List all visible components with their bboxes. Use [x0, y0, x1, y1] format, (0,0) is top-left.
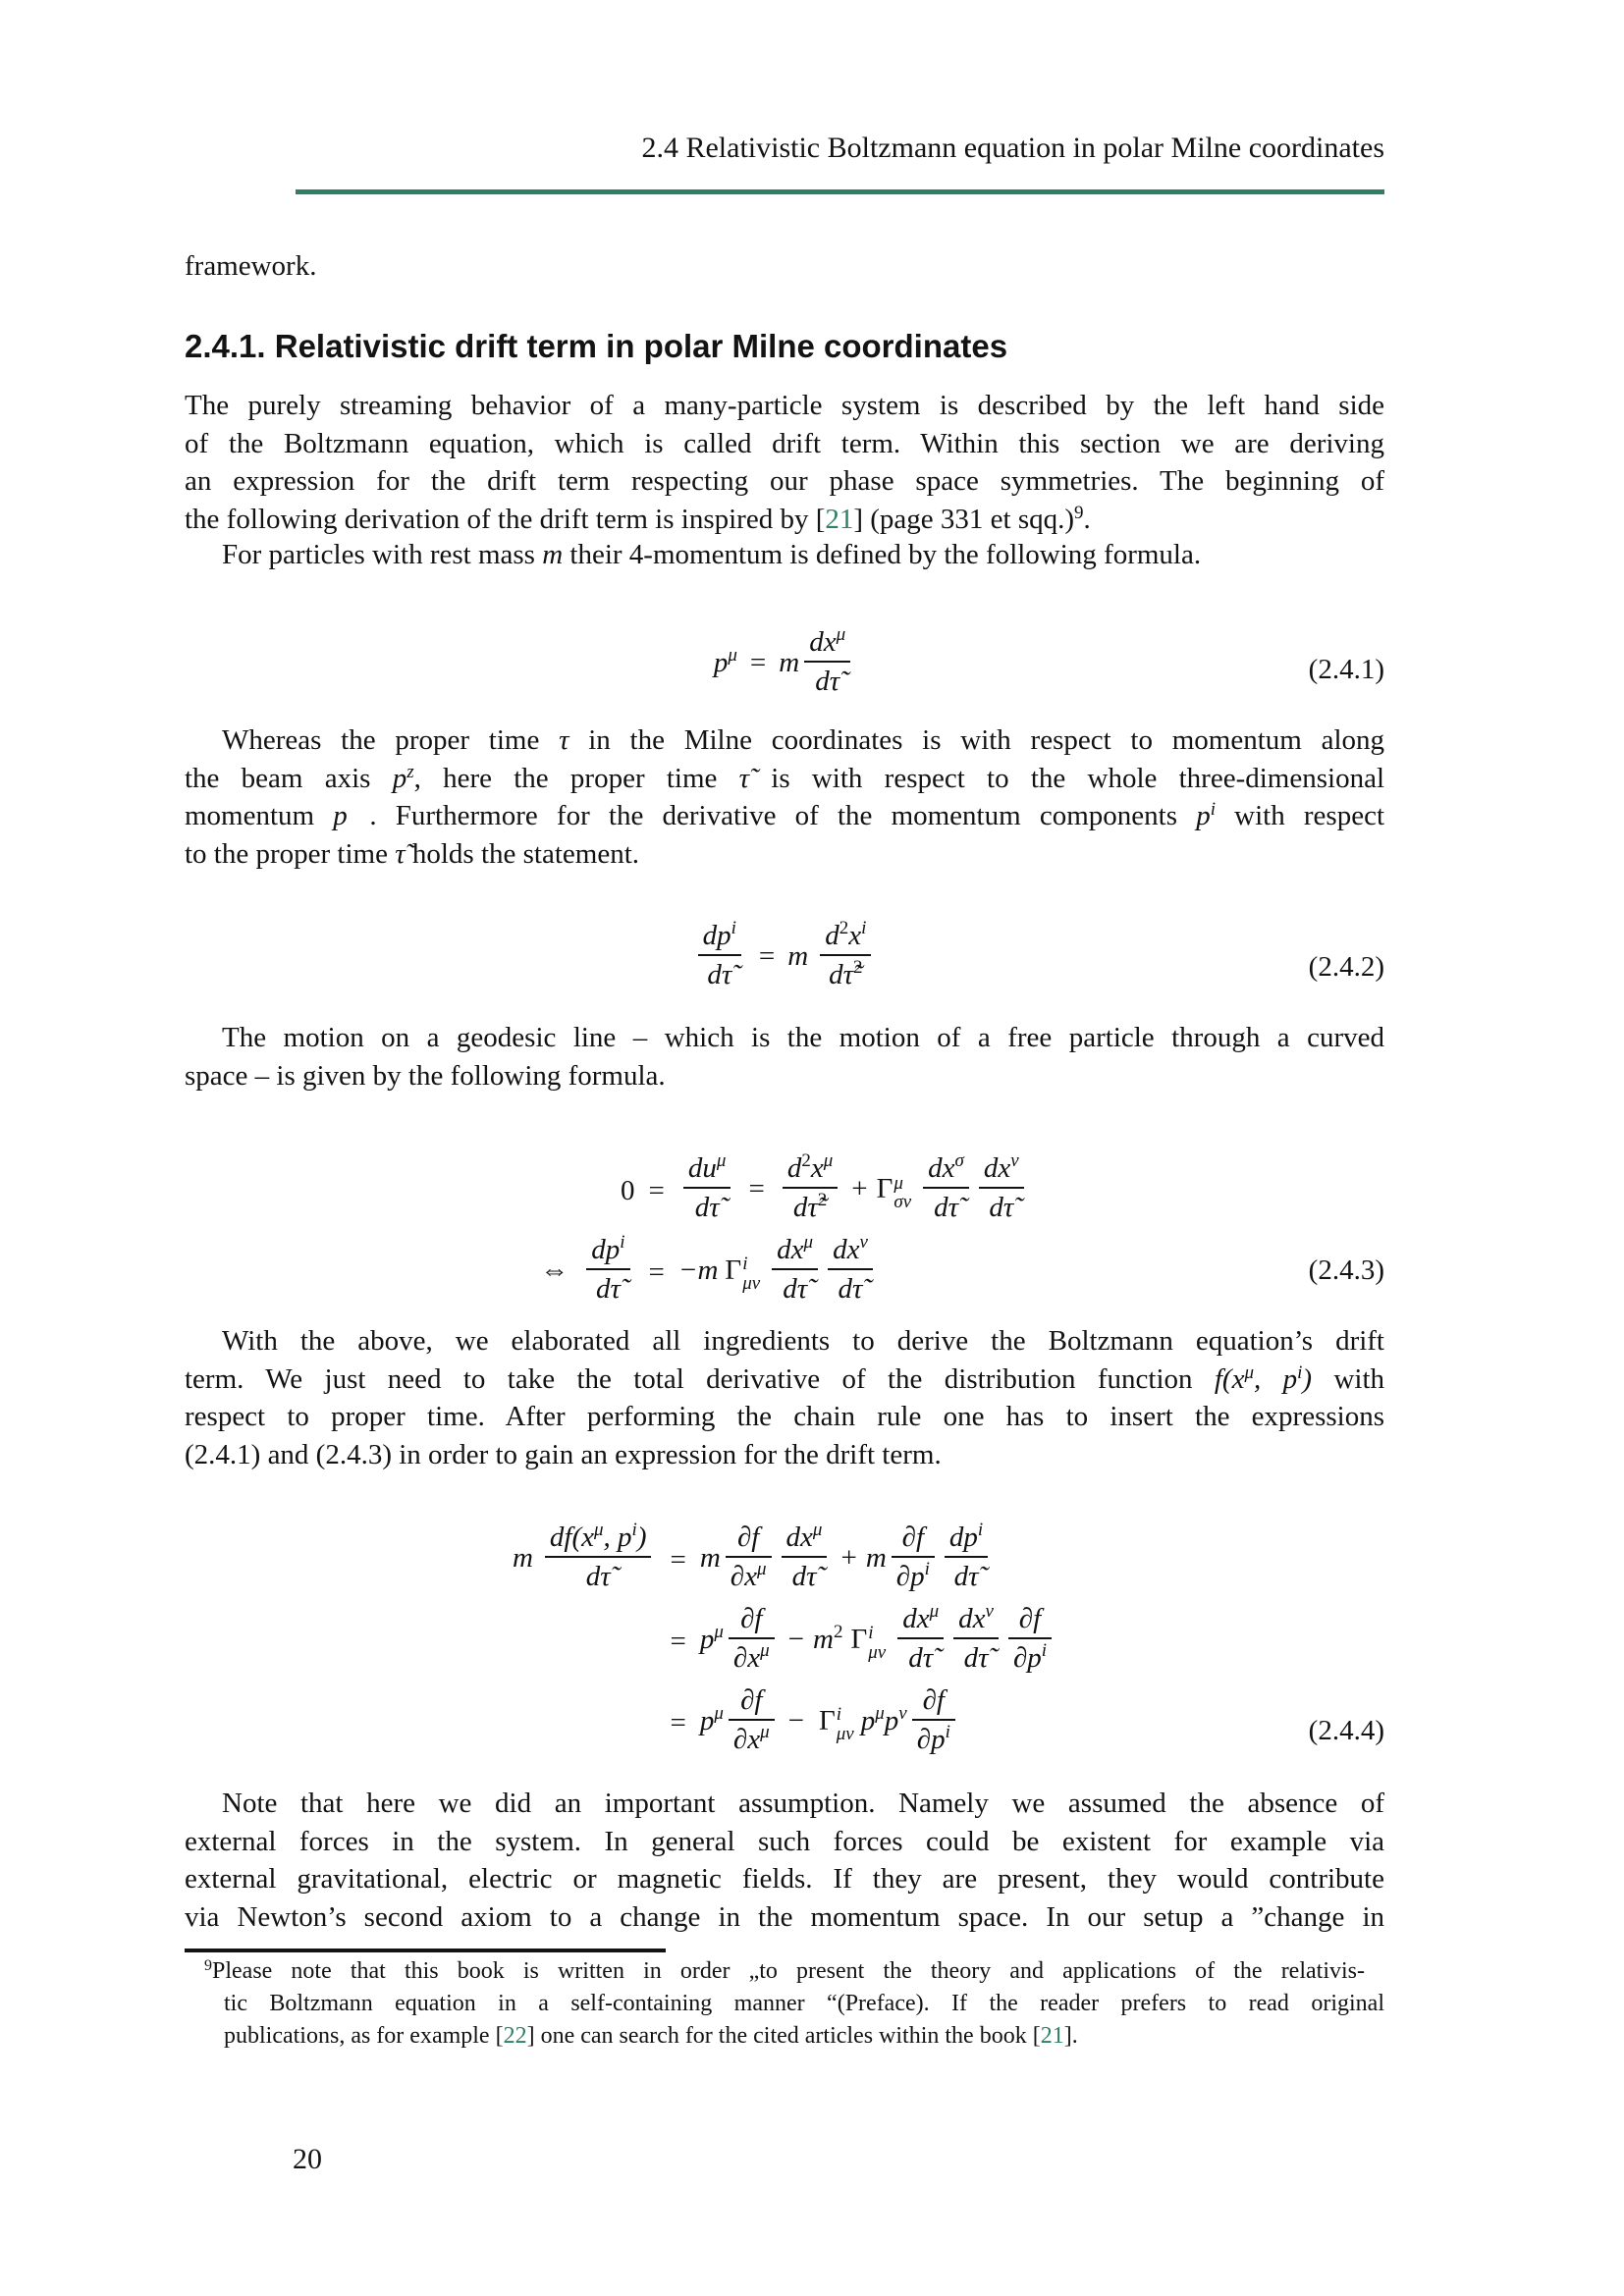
fraction: [726, 1521, 772, 1592]
body-text: term. We just need to take the total derivative of the distribution function: [185, 1362, 1215, 1395]
math-gamma: Γ: [876, 1173, 893, 1205]
equation-body: [185, 1520, 1384, 1759]
math-var: dτ̃: [595, 1273, 621, 1306]
body-text: Whereas the proper time: [222, 724, 560, 756]
math-var: dx: [833, 1233, 860, 1265]
equation-number: (2.4.1): [1308, 654, 1384, 685]
math-var: dτ̃: [791, 1561, 817, 1593]
page-number: 20: [293, 2143, 322, 2175]
math-sup: i: [620, 1231, 625, 1253]
math-var: p: [699, 1704, 715, 1736]
math-rel: =: [648, 1255, 665, 1288]
math-rel: =: [670, 1625, 686, 1657]
fraction: [729, 1602, 775, 1674]
math-var: ∂f: [1018, 1602, 1042, 1634]
body-line: The purely streaming behavior of a many-particle system is described by the left hand side: [185, 390, 1384, 421]
body-line: [185, 1898, 1384, 1937]
fraction: [912, 1683, 955, 1755]
math-var-tau-tilde: τ̃: [738, 762, 750, 794]
paragraph-intro: [185, 387, 1384, 538]
footnote-line: [224, 2020, 1384, 2053]
math-sup: z: [406, 761, 414, 782]
math-var: ∂p: [1012, 1642, 1042, 1675]
math-sup: i: [731, 918, 736, 938]
math-var: dτ̃: [838, 1273, 863, 1306]
fraction: [545, 1521, 652, 1592]
math-var: ∂x: [732, 1724, 761, 1756]
equation-number: (2.4.4): [1308, 1715, 1384, 1746]
math-sup: μ: [836, 624, 846, 645]
math-var: dτ̃: [694, 1192, 720, 1224]
equation-2-4-4: [185, 1520, 1384, 1759]
math-var: dτ̃: [953, 1561, 979, 1593]
fraction: [820, 919, 871, 990]
eq-rhs: [699, 1683, 960, 1759]
fraction: [586, 1233, 629, 1305]
math-sup: i: [631, 1520, 637, 1540]
math-sup: ν: [898, 1702, 907, 1724]
math-sup: i: [742, 1254, 748, 1275]
body-text: ] (page 331 et sqq.): [853, 503, 1075, 535]
math-sup: μ: [929, 1600, 940, 1622]
body-line: [185, 721, 1384, 760]
math-var: p: [1196, 800, 1211, 831]
body-text: with: [1312, 1362, 1385, 1395]
footnote-text: publications, as for example [: [224, 2023, 504, 2049]
body-line: [185, 536, 1384, 574]
math-var: x: [848, 920, 862, 951]
math-sup: μ: [893, 1172, 903, 1194]
eq-rhs: [699, 1520, 993, 1596]
body-line: [185, 835, 1384, 874]
body-line: [185, 760, 1384, 798]
fraction: [945, 1521, 988, 1592]
body-text: is with respect to the whole three-dimensional: [749, 762, 1384, 794]
math-var: ∂p: [895, 1561, 925, 1593]
citation-link-22[interactable]: 22: [503, 2023, 527, 2049]
paragraph-geodesic: [185, 1019, 1384, 1095]
math-supsub: [742, 1255, 760, 1294]
math-sup: μ: [823, 1150, 834, 1171]
math-paren: ): [1302, 1362, 1313, 1395]
math-var: p: [713, 647, 729, 679]
fraction: [1008, 1602, 1052, 1674]
citation-link-21[interactable]: 21: [1040, 2023, 1064, 2049]
math-var: dτ̃: [815, 666, 840, 698]
body-text: the beam axis: [185, 762, 393, 794]
eq-rhs: [678, 1150, 1029, 1227]
math-var: m: [512, 1542, 533, 1575]
math-var: ∂p: [916, 1724, 946, 1756]
body-line: (2.4.1) and (2.4.3) in order to gain an expression for the drift term.: [185, 1438, 942, 1470]
math-var: dτ̃: [934, 1192, 958, 1224]
math-sup: ν: [859, 1231, 868, 1253]
math-sub: μν: [742, 1273, 761, 1295]
fraction: [729, 1683, 775, 1755]
body-text: .: [1083, 503, 1091, 535]
body-text: in the Milne coordinates is with respect to momentum along: [568, 724, 1385, 756]
math-gamma: Γ: [850, 1623, 868, 1655]
footnote: [185, 1955, 1384, 2053]
math-sup: i: [1297, 1362, 1303, 1383]
math-var: dτ̃: [989, 1192, 1014, 1224]
math-var: dx: [785, 1522, 813, 1553]
math-rel: =: [748, 1173, 765, 1205]
body-text: change in: [1264, 1900, 1385, 1933]
math-var: p: [884, 1704, 899, 1736]
math-term: −m: [677, 1254, 719, 1286]
math-rel: =: [670, 1543, 686, 1575]
body-text: the following derivation of the drift term is inspired by [: [185, 503, 826, 535]
paragraph-for-particles: [185, 536, 1384, 574]
math-var-m: m: [542, 539, 564, 570]
footnote-ref-9[interactable]: 9: [1074, 502, 1084, 523]
math-op: +: [840, 1542, 857, 1575]
math-sup: μ: [757, 1559, 767, 1580]
math-sup: μ: [728, 645, 737, 667]
math-rel: =: [670, 1706, 686, 1738]
math-gamma: Γ: [725, 1254, 742, 1286]
math-var: dτ̃: [585, 1561, 611, 1593]
body-line: Note that here we did an important assumption. Namely we assumed the absence of: [222, 1788, 1384, 1819]
body-line: [185, 797, 1384, 835]
equation-2-4-1: [185, 624, 1384, 701]
body-text: their 4-momentum is defined by the following formula.: [563, 539, 1202, 570]
math-op: +: [851, 1173, 868, 1205]
math-gamma: Γ: [819, 1704, 836, 1736]
section-heading: 2.4.1. Relativistic drift term in polar Milne coordinates: [185, 328, 1008, 364]
math-sup: μ: [1244, 1362, 1255, 1383]
math-sup: 2: [817, 1190, 828, 1211]
header-rule: [296, 189, 1384, 194]
math-sup: ν: [1010, 1150, 1019, 1171]
math-sup: μ: [714, 1621, 724, 1642]
fraction: [804, 625, 850, 697]
math-var: dp: [591, 1233, 621, 1265]
fraction: [979, 1151, 1024, 1223]
fraction: [783, 1151, 838, 1223]
math-sup: i: [836, 1704, 842, 1726]
math-var: , p: [603, 1522, 632, 1553]
math-var: dτ̃: [908, 1642, 934, 1675]
fraction: [828, 1233, 873, 1305]
math-sup: i: [924, 1559, 930, 1580]
math-rel: =: [648, 1174, 665, 1206]
math-var: d: [786, 1152, 802, 1184]
fraction: [683, 1151, 731, 1223]
equation-number: (2.4.2): [1308, 951, 1384, 983]
footnote-text: ].: [1063, 2023, 1078, 2049]
math-var: dx: [983, 1152, 1011, 1184]
paragraph-proper-time: [185, 721, 1384, 873]
math-var: dp: [948, 1522, 978, 1553]
eq-lhs: [540, 1231, 634, 1308]
math-var-tau-tilde: τ̃: [395, 837, 406, 870]
math-sup: ν: [985, 1600, 994, 1622]
math-var: ∂x: [730, 1561, 757, 1593]
math-var: du: [687, 1152, 717, 1184]
fraction: [923, 1151, 969, 1223]
math-var: x: [810, 1152, 824, 1184]
math-var: p: [860, 1704, 876, 1736]
math-var: m: [779, 647, 800, 679]
fraction: [897, 1602, 944, 1674]
math-var: ∂x: [732, 1642, 761, 1675]
citation-link-21[interactable]: 21: [825, 503, 854, 535]
math-sup: μ: [803, 1231, 814, 1253]
body-line: [185, 501, 1384, 539]
body-line: framework.: [185, 250, 317, 282]
math-sup: μ: [812, 1520, 823, 1540]
math-sub: μν: [836, 1724, 854, 1745]
fraction: [772, 1233, 818, 1305]
body-line: The motion on a geodesic line – which is the motion of a free particle through a curved: [222, 1022, 1384, 1053]
math-op: −: [787, 1623, 804, 1655]
math-var: p: [699, 1623, 715, 1655]
body-line: respect to proper time. After performing the chain rule one has to insert the expressions: [185, 1401, 1384, 1432]
math-var: d: [825, 920, 839, 951]
paragraph-drift-term: [185, 1322, 1384, 1473]
body-text: with respect: [1215, 800, 1384, 831]
math-var: ∂f: [901, 1522, 925, 1553]
math-var: dx: [902, 1602, 930, 1634]
math-sup: 2: [833, 1621, 843, 1642]
math-sub: μν: [868, 1642, 887, 1664]
body-text: momentum: [185, 800, 334, 831]
body-line: [185, 1361, 1384, 1399]
math-var: dx: [777, 1233, 804, 1265]
math-var-p-vec: p⃗: [333, 800, 370, 831]
fraction: [782, 1521, 828, 1592]
math-var: m: [865, 1542, 887, 1575]
math-sup: μ: [875, 1702, 885, 1724]
math-rel: =: [749, 647, 767, 679]
footnote-text: ] one can search for the cited articles within the book [: [526, 2023, 1041, 2049]
body-text: , here the proper time: [413, 762, 739, 794]
body-line: external gravitational, electric or magnetic fields. If they are present, they would contribute: [185, 1863, 1384, 1895]
math-paren: ): [636, 1522, 647, 1553]
eq-lhs: [512, 1520, 657, 1596]
body-text: holds the statement.: [405, 837, 640, 870]
running-header: 2.4 Relativistic Boltzmann equation in polar Milne coordinates: [641, 132, 1384, 164]
equation-number: (2.4.3): [1308, 1255, 1384, 1286]
math-var: dτ̃: [792, 1192, 818, 1224]
math-var: ∂f: [922, 1683, 945, 1716]
math-var: m: [813, 1623, 834, 1655]
math-rel: =: [758, 940, 776, 973]
math-var: dτ̃: [783, 1273, 808, 1306]
equation-2-4-2: [185, 918, 1384, 994]
footnote-marker: 9: [204, 1957, 212, 1974]
math-sup: 2: [801, 1150, 811, 1171]
math-sub: σν: [893, 1192, 912, 1213]
math-var: dτ̃: [829, 959, 853, 991]
math-sup: μ: [593, 1520, 604, 1540]
equation-body: [713, 624, 855, 701]
body-line: With the above, we elaborated all ingredients to derive the Boltzmann equation’s drift: [222, 1325, 1384, 1357]
math-var: , p: [1254, 1362, 1298, 1395]
math-supsub: [837, 1705, 854, 1744]
fraction: [698, 919, 741, 990]
equation-body: [185, 1150, 1384, 1308]
math-var: dτ̃: [707, 959, 732, 991]
math-func: f(x: [1214, 1362, 1245, 1395]
math-supsub: [868, 1624, 886, 1663]
math-sup: i: [977, 1520, 984, 1540]
math-sup: i: [868, 1623, 874, 1644]
math-sup: μ: [716, 1150, 727, 1171]
body-line: space – is given by the following formula.: [185, 1059, 666, 1092]
math-var: dx: [958, 1602, 986, 1634]
body-text: via Newton’s second axiom to a change in the momentum space. In our setup a ”: [185, 1900, 1265, 1933]
footnote-line: tic Boltzmann equation in a self-containing manner “(Preface). If the reader prefers to read original: [224, 1991, 1384, 2016]
footnote-rule: [185, 1949, 666, 1952]
math-sup: 2: [852, 957, 863, 979]
fraction: [953, 1602, 999, 1674]
paragraph-carryover: [185, 247, 1384, 286]
math-sup: i: [861, 918, 867, 938]
math-sup: i: [1041, 1640, 1048, 1662]
body-line: external forces in the system. In general such forces could be existent for example via: [185, 1825, 1384, 1857]
footnote-text: Please note that this book is written in order „to present the theory and applications of the relativis-: [212, 1958, 1365, 1984]
body-text: . Furthermore for the derivative of the momentum components: [369, 800, 1197, 831]
footnote-line: [204, 1955, 1365, 1988]
math-var: dτ̃: [963, 1642, 989, 1675]
math-sup: 2: [839, 918, 849, 938]
equation-body: [693, 918, 877, 994]
eq-rhs: [699, 1600, 1056, 1678]
math-var: ∂f: [736, 1522, 760, 1553]
math-supsub: [893, 1174, 911, 1213]
math-var: ∂f: [740, 1602, 763, 1634]
math-num: 0: [621, 1174, 635, 1206]
math-var: ∂f: [740, 1683, 763, 1716]
math-sup: μ: [760, 1722, 770, 1743]
math-sup: μ: [760, 1640, 770, 1662]
math-var: dx: [809, 626, 837, 658]
math-var-tau: τ: [559, 724, 569, 756]
math-var: p: [392, 762, 407, 794]
math-var: dp: [702, 920, 731, 951]
math-var: dx: [928, 1152, 955, 1184]
math-sup: i: [1210, 799, 1216, 820]
math-func: df(x: [549, 1522, 594, 1553]
paragraph-assumption: [185, 1785, 1384, 1936]
math-sup: i: [945, 1722, 950, 1743]
math-var: m: [699, 1542, 721, 1575]
iff-arrow: ⇔: [540, 1254, 569, 1286]
math-op: −: [787, 1704, 804, 1736]
math-sup: μ: [714, 1702, 724, 1724]
body-text: For particles with rest mass: [222, 539, 543, 570]
equation-2-4-3: [185, 1150, 1384, 1308]
math-var: m: [787, 940, 809, 973]
fraction: [892, 1521, 935, 1592]
body-text: to the proper time: [185, 837, 396, 870]
body-line: an expression for the drift term respecting our phase space symmetries. The beginning of: [185, 465, 1384, 497]
eq-lhs: [621, 1175, 635, 1207]
eq-rhs: [677, 1231, 878, 1308]
math-sup: σ: [954, 1150, 964, 1171]
body-line: of the Boltzmann equation, which is called drift term. Within this section we are deriving: [185, 427, 1384, 459]
